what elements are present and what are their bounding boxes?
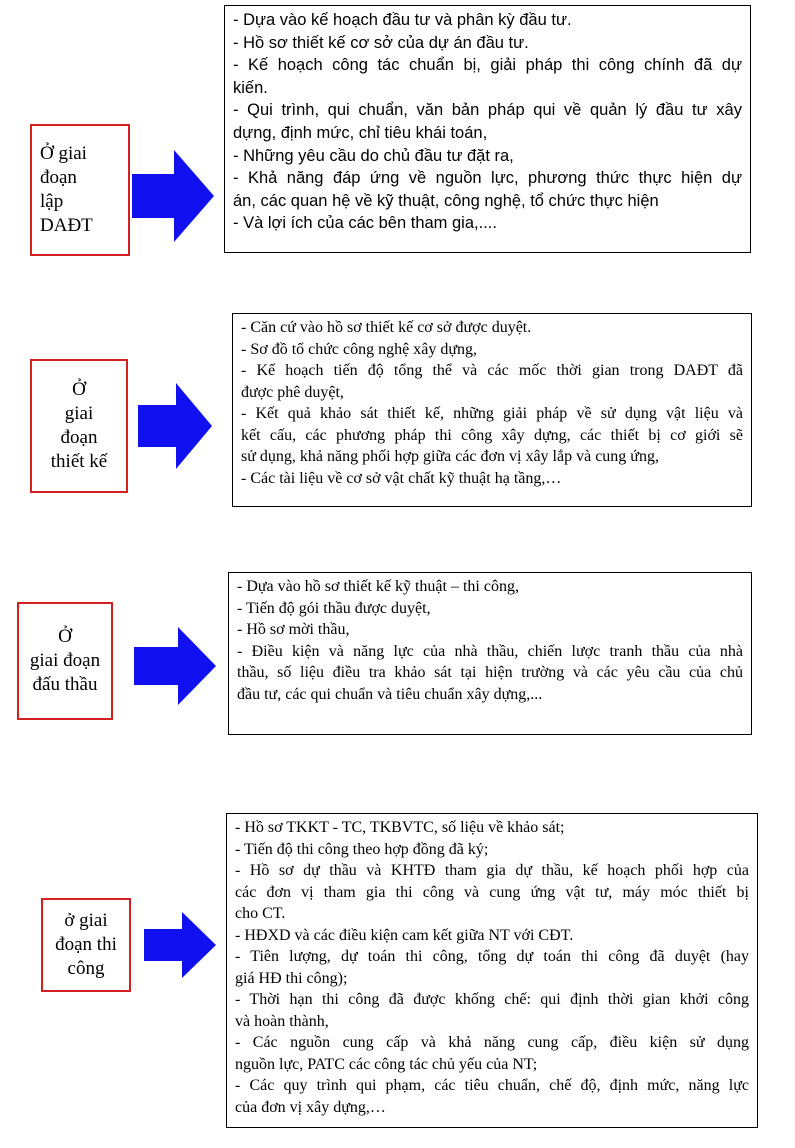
detail-line: đầu tư, các qui chuẩn và tiêu chuẩn xây dựng,... xyxy=(237,685,543,703)
detail-line: - Tiến độ gói thầu được duyệt, xyxy=(237,599,431,617)
detail-line: - Qui trình, qui chuẩn, văn bản pháp qui về quản lý đầu tư xây xyxy=(233,101,742,120)
stage-box-lap-daDT xyxy=(30,124,130,256)
details-box-lap-daDT xyxy=(224,5,751,253)
stage-box-dau-thau xyxy=(17,602,113,720)
detail-line: kết cấu, các phương pháp thi công xây dựng, các thiết bị cơ giới sẽ xyxy=(241,426,743,444)
detail-line: - Các tài liệu về cơ sở vật chất kỹ thuật hạ tầng,… xyxy=(241,469,562,487)
stage-label-line: ở giai xyxy=(64,910,108,931)
detail-line: - Tiên lượng, dự toán thi công, tổng dự toán thi công đã duyệt (hay xyxy=(235,948,749,965)
details-box-dau-thau xyxy=(228,572,752,735)
stage-label-line: đoạn thi xyxy=(55,934,117,955)
arrow-shape xyxy=(144,912,216,978)
detail-line: - Các quy trình qui phạm, các tiêu chuẩn, chế độ, định mức, năng lực xyxy=(235,1077,749,1094)
detail-line: - Hồ sơ thiết kế cơ sở của dự án đầu tư. xyxy=(233,33,529,52)
detail-line: và hoàn thành, xyxy=(235,1012,329,1030)
detail-line: - Dựa vào hồ sơ thiết kế kỹ thuật – thi công, xyxy=(237,578,519,595)
detail-line: - Hồ sơ dự thầu và KHTĐ tham gia dự thầu, kế hoạch phối hợp của xyxy=(235,862,749,879)
stage-label-line: giai xyxy=(64,403,94,424)
right-arrow-icon xyxy=(144,912,216,978)
stage-label-line: đoạn xyxy=(60,427,98,448)
arrow-shape xyxy=(134,627,216,705)
detail-line: - Dựa vào kế hoạch đầu tư và phân kỳ đầu tư. xyxy=(233,11,572,29)
detail-line: của đơn vị xây dựng,… xyxy=(235,1098,386,1116)
detail-line: kiến. xyxy=(233,78,268,97)
detail-line: - HĐXD và các điều kiện cam kết giữa NT với CĐT. xyxy=(235,926,574,944)
detail-line: - Hồ sơ TKKT - TC, TKBVTC, số liệu về khảo sát; xyxy=(235,819,565,836)
arrow-shape xyxy=(138,383,212,469)
stage-label-line: công xyxy=(67,958,105,979)
detail-line: - Sơ đồ tổ chức công nghệ xây dựng, xyxy=(241,340,477,358)
detail-line: cho CT. xyxy=(235,905,286,922)
detail-line: - Khả năng đáp ứng về nguồn lực, phương thức thực hiện dự xyxy=(233,169,742,188)
detail-line: - Hồ sơ mời thầu, xyxy=(237,621,350,638)
stage-label-line: đấu thầu xyxy=(32,674,98,695)
detail-line: - Điều kiện và năng lực của nhà thầu, chiến lược tranh thầu của nhà xyxy=(237,642,743,660)
right-arrow-icon xyxy=(132,150,214,242)
stage-label-line: Ở xyxy=(58,626,72,647)
stage-label-line: thiết kế xyxy=(50,451,108,472)
detail-line: dựng, định mức, chỉ tiêu khái toán, xyxy=(233,123,488,142)
arrow-shape xyxy=(132,150,214,242)
stage-label-line: DAĐT xyxy=(40,215,93,236)
detail-line: được phê duyệt, xyxy=(241,383,344,401)
detail-line: án, các quan hệ về kỹ thuật, công nghệ, tổ chức thực hiện xyxy=(233,191,659,210)
detail-line: - Kết quả khảo sát thiết kế, những giải pháp về sử dụng vật liệu và xyxy=(241,405,743,422)
right-arrow-icon xyxy=(134,627,216,705)
detail-line: giá HĐ thi công); xyxy=(235,969,348,987)
details-box-thi-cong xyxy=(226,813,758,1128)
details-box-thiet-ke xyxy=(232,313,752,507)
detail-line: - Căn cứ vào hồ sơ thiết kế cơ sở được duyệt. xyxy=(241,319,532,336)
stage-label-line: Ở giai xyxy=(40,143,87,164)
detail-line: - Kế hoạch tiến độ tổng thể và các mốc thời gian trong DAĐT đã xyxy=(241,362,743,379)
stage-label-line: lập xyxy=(40,191,64,212)
stage-label-line: đoạn xyxy=(40,167,77,188)
detail-line: - Những yêu cầu do chủ đầu tư đặt ra, xyxy=(233,146,514,165)
detail-line: các đơn vị tham gia thi công và cung ứng vật tư, máy móc thiết bị xyxy=(235,883,749,901)
stage-label-line: giai đoạn xyxy=(29,650,101,671)
detail-line: nguồn lực, PATC các công tác chủ yếu của NT; xyxy=(235,1055,538,1073)
detail-line: thầu, số liệu điều tra khảo sát tại hiện trường và các yêu cầu của chủ xyxy=(237,664,743,681)
detail-line: - Thời hạn thi công đã được khống chế: qui định thời gian khởi công xyxy=(235,991,749,1008)
stage-box-thi-cong xyxy=(41,898,131,992)
detail-line: - Kế hoạch công tác chuẩn bị, giải pháp thi công chính đã dự xyxy=(233,56,742,75)
right-arrow-icon xyxy=(138,383,212,469)
detail-line: - Các nguồn cung cấp và khả năng cung cấp, điều kiện sử dụng xyxy=(235,1034,749,1051)
detail-line: - Tiến độ thi công theo hợp đồng đã ký; xyxy=(235,840,489,858)
stage-label-line: Ở xyxy=(72,379,86,400)
stage-box-thiet-ke xyxy=(30,359,128,493)
detail-line: - Và lợi ích của các bên tham gia,.... xyxy=(233,214,497,233)
detail-line: sử dụng, khả năng phối hợp giữa các đơn vị xây lắp và cung ứng, xyxy=(241,448,659,465)
